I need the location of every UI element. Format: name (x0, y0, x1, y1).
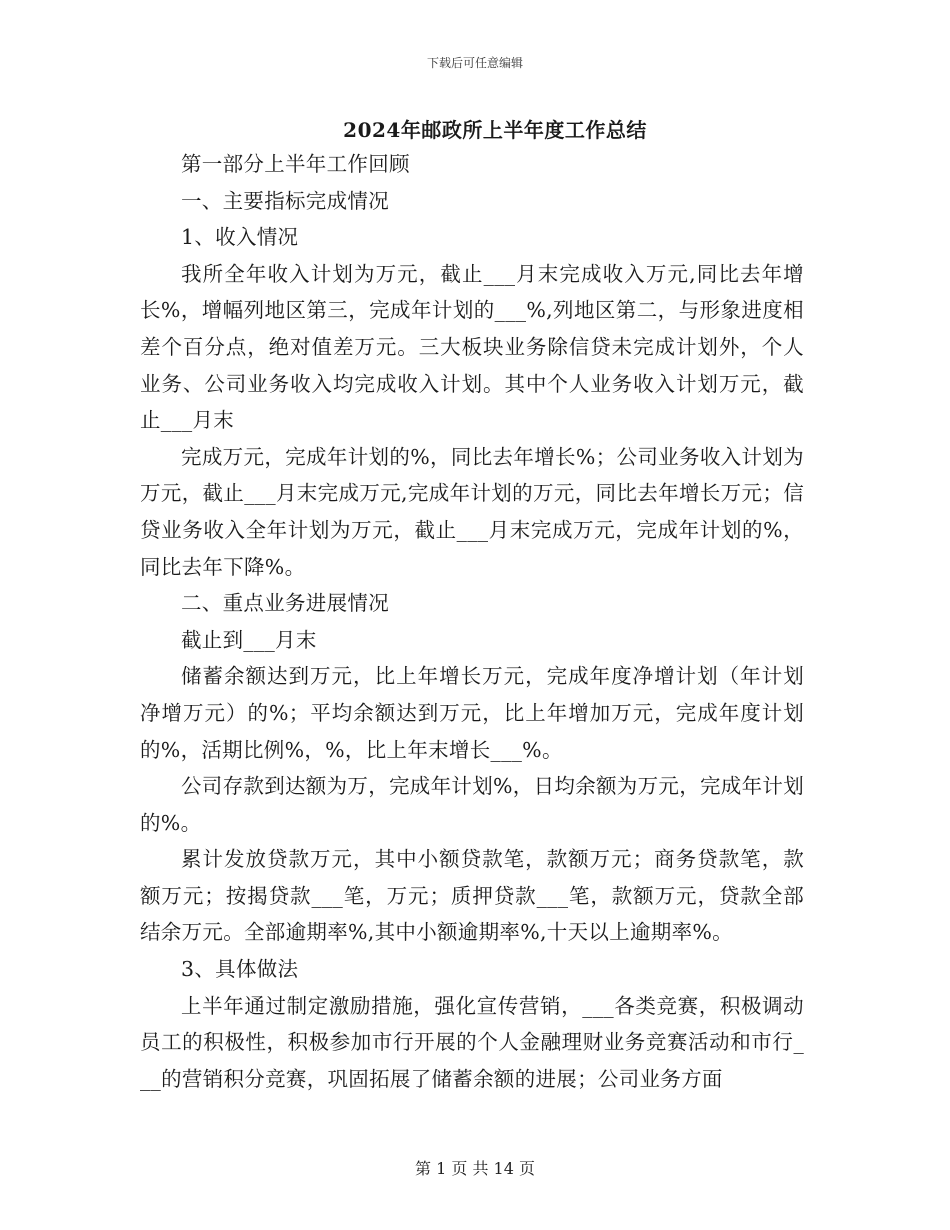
paragraph-savings-balance: 储蓄余额达到万元，比上年增长万元，完成年度净增计划（年计划净增万元）的%；平均余额达到万元，比上年增加万元，完成年度计划的%，活期比例%，%，比上年末增长___%。 (140, 664, 804, 762)
paragraph-practices: 上半年通过制定激励措施，强化宣传营销，___各类竞赛，积极调动员工的积极性，积极参加市行开展的个人金融理财业务竞赛活动和市行___的营销积分竞赛，巩固拓展了储蓄余额的进展；公司业务方面 (140, 993, 804, 1091)
paragraph-corporate-deposits: 公司存款到达额为万，完成年计划%，日均余额为万元，完成年计划的%。 (140, 774, 804, 835)
paragraph-income-plan: 我所全年收入计划为万元，截止___月末完成收入万元,同比去年增长%，增幅列地区第三，完成年计划的___%,列地区第二，与形象进度相差个百分点，绝对值差万元。三大板块业务除信贷未完成计划外，个人业务、公司业务收入均完成收入计划。其中个人业务收入计划万元，截止___月末 (140, 261, 804, 433)
section-heading-part-one: 第一部分上半年工作回顾 (181, 152, 410, 176)
paragraph-loans: 累计发放贷款万元，其中小额贷款笔，款额万元；商务贷款笔，款额万元；按揭贷款___笔，万元；质押贷款___笔，款额万元，贷款全部结余万元。全部逾期率%,其中小额逾期率%,十天以上逾期率%。 (140, 847, 804, 945)
subheading-specific-practices: 3、具体做法 (181, 957, 299, 982)
page-footer: 第 1 页 共 14 页 (415, 1159, 535, 1178)
subheading-income: 1、收入情况 (181, 225, 299, 250)
header-note: 下载后可任意编辑 (426, 56, 523, 70)
document-body (140, 146, 804, 1097)
section-heading-main-indicators: 一、主要指标完成情况 (181, 188, 389, 213)
document-title: 2024年邮政所上半年度工作总结 (343, 118, 647, 142)
paragraph-income-completion: 完成万元，完成年计划的%，同比去年增长%；公司业务收入计划为万元，截止___月末完成万元,完成年计划的万元，同比去年增长万元；信贷业务收入全年计划为万元，截止___月末完成万元，完成年计划的%，同比去年下降%。 (140, 444, 804, 579)
section-heading-key-business: 二、重点业务进展情况 (181, 591, 389, 616)
paragraph-as-of: 截止到___月末 (181, 627, 317, 652)
